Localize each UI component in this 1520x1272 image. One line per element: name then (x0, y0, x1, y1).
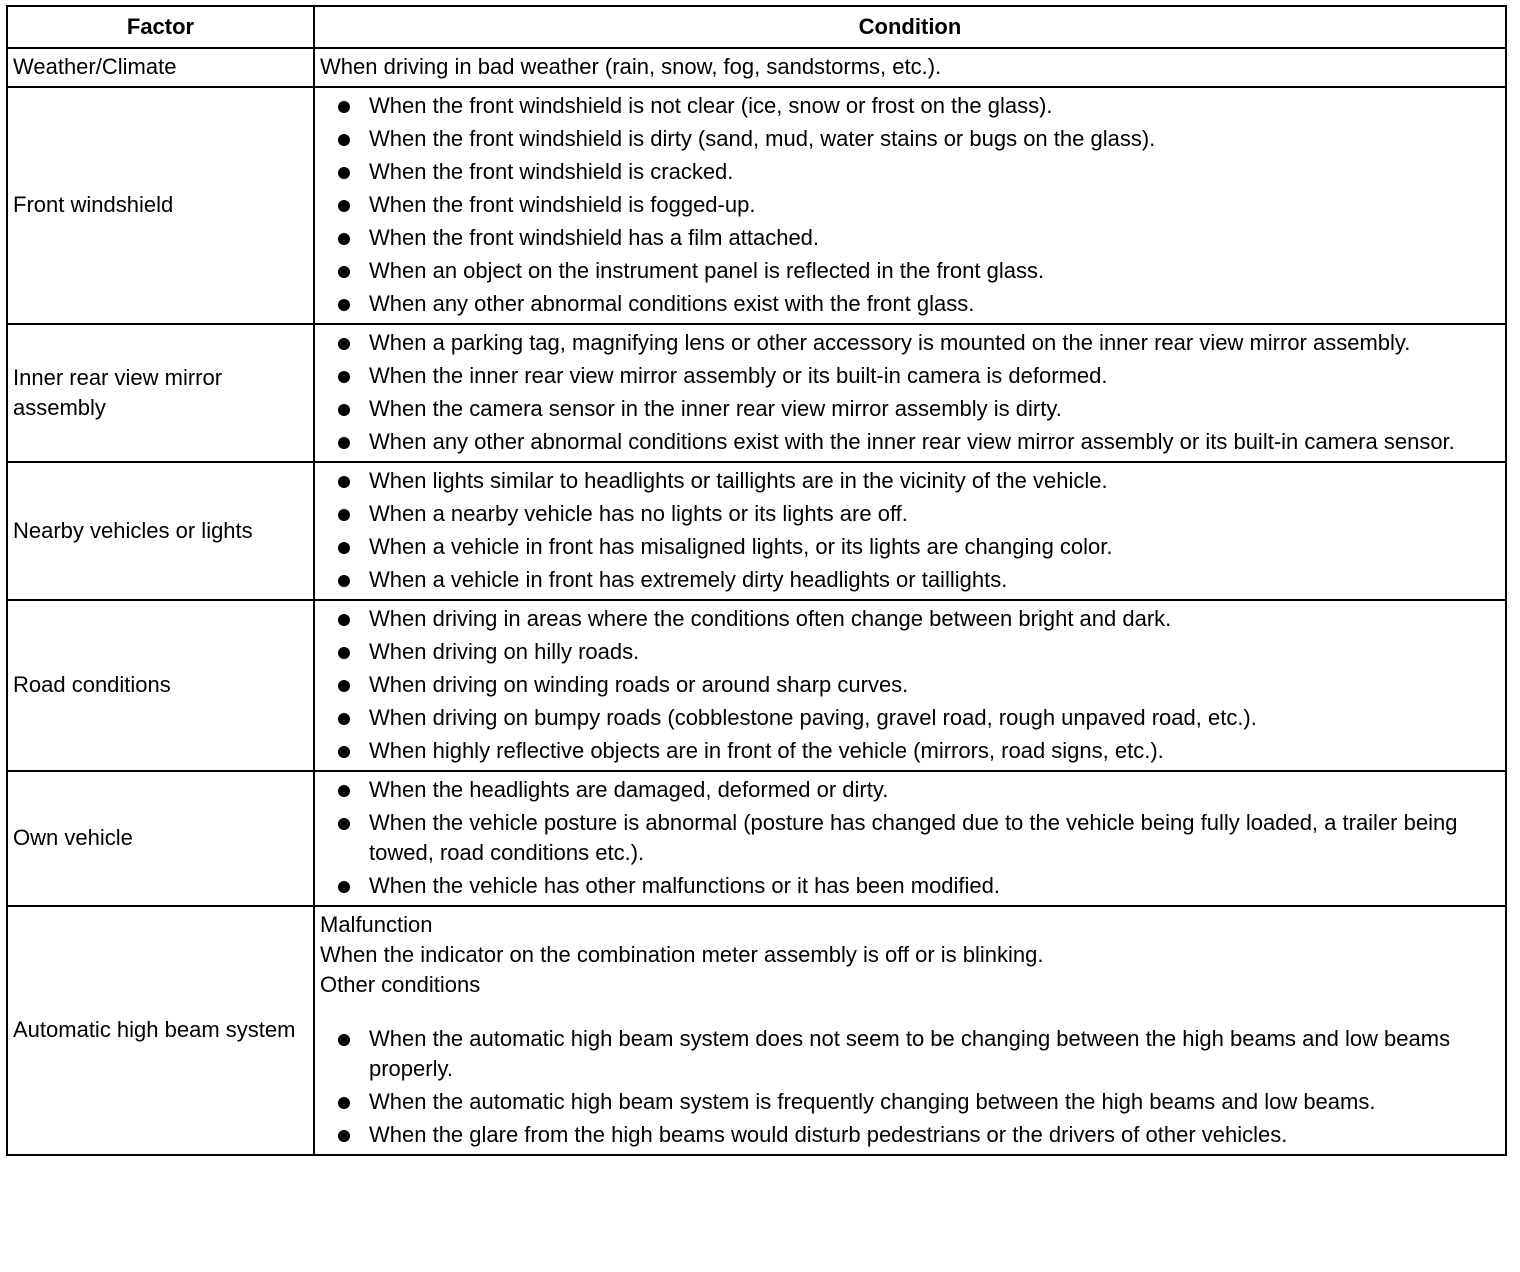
condition-list (320, 604, 1500, 766)
list-item: When an object on the instrument panel is reflected in the front glass. (320, 256, 1500, 286)
condition-list (320, 91, 1500, 319)
list-item: When a vehicle in front has extremely dirty headlights or taillights. (320, 565, 1500, 595)
condition-list (320, 1024, 1500, 1150)
condition-list (320, 775, 1500, 901)
list-item: When the automatic high beam system is frequently changing between the high beams and low beams. (320, 1087, 1500, 1117)
list-item: When a nearby vehicle has no lights or its lights are off. (320, 499, 1500, 529)
table-row (7, 324, 1506, 462)
conditions-table (6, 5, 1507, 1156)
malfunction-text: When the indicator on the combination meter assembly is off or is blinking. (320, 942, 1044, 967)
condition-text: When driving in bad weather (rain, snow, fog, sandstorms, etc.). (320, 54, 942, 79)
list-item: When highly reflective objects are in front of the vehicle (mirrors, road signs, etc.). (320, 736, 1500, 766)
factor-cell: Nearby vehicles or lights (7, 462, 314, 600)
list-item: When a parking tag, magnifying lens or other accessory is mounted on the inner rear view mirror assembly. (320, 328, 1500, 358)
list-item: When driving on hilly roads. (320, 637, 1500, 667)
condition-cell (314, 600, 1506, 771)
list-item: When any other abnormal conditions exist with the front glass. (320, 289, 1500, 319)
list-item: When a vehicle in front has misaligned lights, or its lights are changing color. (320, 532, 1500, 562)
condition-cell (314, 87, 1506, 324)
list-item: When lights similar to headlights or taillights are in the vicinity of the vehicle. (320, 466, 1500, 496)
list-item: When the automatic high beam system does not seem to be changing between the high beams and low beams properly. (320, 1024, 1500, 1084)
list-item: When the camera sensor in the inner rear view mirror assembly is dirty. (320, 394, 1500, 424)
factor-cell: Front windshield (7, 87, 314, 324)
condition-cell (314, 462, 1506, 600)
list-item: When the headlights are damaged, deformed or dirty. (320, 775, 1500, 805)
list-item: When the front windshield is not clear (ice, snow or frost on the glass). (320, 91, 1500, 121)
list-item: When the glare from the high beams would disturb pedestrians or the drivers of other vehicles. (320, 1120, 1500, 1150)
list-item: When the front windshield is dirty (sand, mud, water stains or bugs on the glass). (320, 124, 1500, 154)
condition-cell (314, 906, 1506, 1155)
table-row (7, 462, 1506, 600)
list-item: When the front windshield is fogged-up. (320, 190, 1500, 220)
list-item: When the vehicle has other malfunctions or it has been modified. (320, 871, 1500, 901)
malfunction-label: Malfunction (320, 912, 433, 937)
factor-column-header: Factor (7, 6, 314, 48)
other-conditions-label: Other conditions (320, 972, 481, 997)
condition-column-header: Condition (314, 6, 1506, 48)
table-row (7, 771, 1506, 906)
spacer (320, 1000, 1500, 1024)
table-row (7, 906, 1506, 1155)
header-row (7, 6, 1506, 48)
list-item: When any other abnormal conditions exist with the inner rear view mirror assembly or its built-in camera sensor. (320, 427, 1500, 457)
factor-cell: Weather/Climate (7, 48, 314, 87)
list-item: When driving on bumpy roads (cobblestone paving, gravel road, rough unpaved road, etc.). (320, 703, 1500, 733)
table-row (7, 48, 1506, 87)
list-item: When the front windshield has a film attached. (320, 223, 1500, 253)
condition-cell (314, 324, 1506, 462)
condition-list (320, 328, 1500, 457)
factor-cell: Inner rear view mirror assembly (7, 324, 314, 462)
list-item: When the front windshield is cracked. (320, 157, 1500, 187)
condition-list (320, 466, 1500, 595)
condition-cell (314, 771, 1506, 906)
factor-cell: Automatic high beam system (7, 906, 314, 1155)
condition-cell (314, 48, 1506, 87)
factor-cell: Road conditions (7, 600, 314, 771)
factor-cell: Own vehicle (7, 771, 314, 906)
table-row (7, 87, 1506, 324)
list-item: When the inner rear view mirror assembly or its built-in camera is deformed. (320, 361, 1500, 391)
list-item: When the vehicle posture is abnormal (posture has changed due to the vehicle being fully loaded, a trailer being towed, road conditions etc.). (320, 808, 1500, 868)
list-item: When driving on winding roads or around sharp curves. (320, 670, 1500, 700)
list-item: When driving in areas where the conditions often change between bright and dark. (320, 604, 1500, 634)
table-row (7, 600, 1506, 771)
